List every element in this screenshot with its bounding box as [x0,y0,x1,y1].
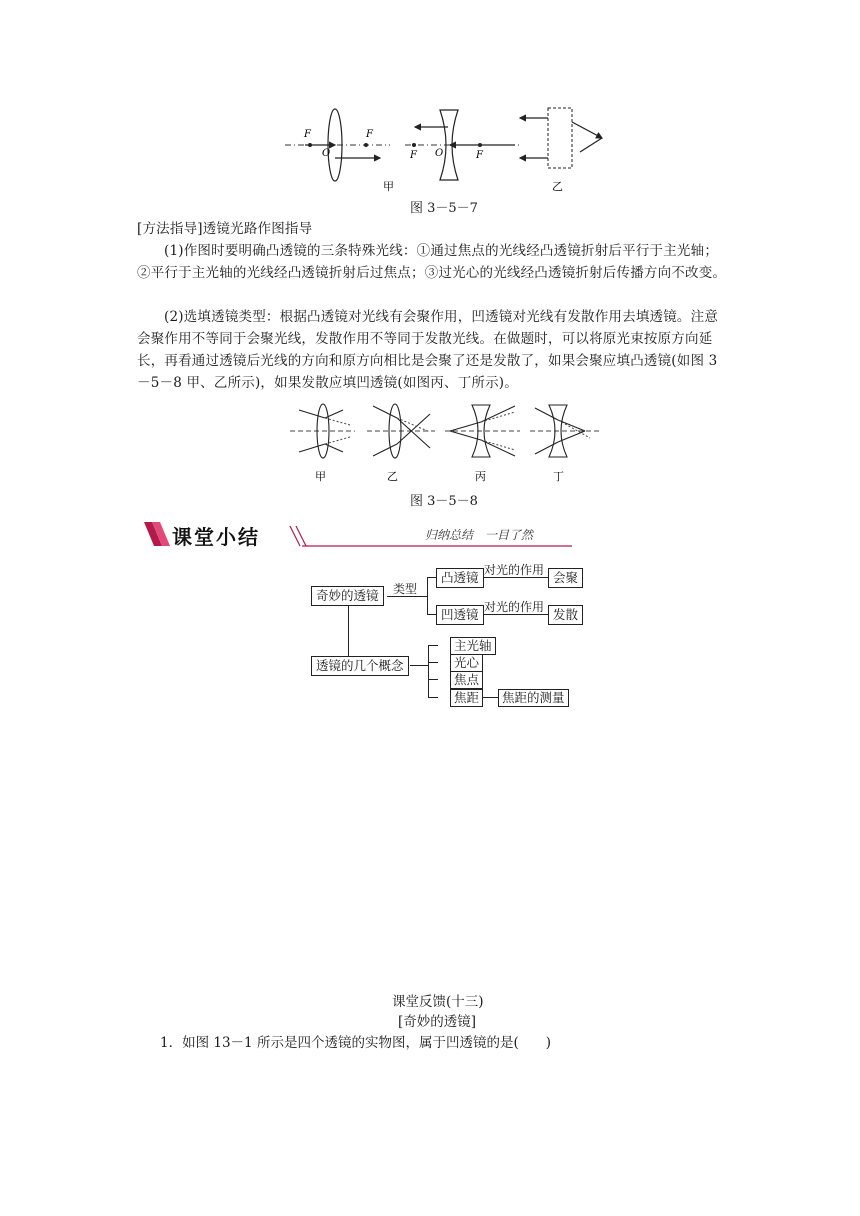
map-diverge: 发散 [548,605,583,625]
map-concept-optical-center: 光心 [450,654,483,672]
question-1: 1．如图 13－1 所示是四个透镜的实物图，属于凹透镜的是( ) [160,1035,551,1051]
focus-label-f3: F [410,150,417,161]
map-root-concepts: 透镜的几个概念 [311,656,409,676]
method-paragraph-1: (1)作图时要明确凸透镜的三条特殊光线：①通过焦点的光线经凸透镜折射后平行于主光轴；②平行于主光轴的光线经凸透镜折射后过焦点；③过光心的光线经凸透镜折射后传播方向不改变。 [137,243,727,281]
summary-slogan: 归纳总结 一目了然 [425,528,534,542]
summary-title: 课堂小结 [172,525,260,549]
feedback-title: 课堂反馈(十三) [392,994,484,1010]
center-label-o1: O [322,148,331,159]
map-concept-focus: 焦点 [450,671,483,689]
fig358-label-bing: 丙 [475,470,486,483]
figure-3-5-7-caption: 图 3－5－7 [410,201,478,216]
map-focal-measure: 焦距的测量 [498,689,569,707]
method-title: [方法指导]透镜光路作图指导 [137,221,313,237]
map-converge: 会聚 [548,568,583,588]
focus-label-f2: F [366,129,373,140]
center-label-o2: O [435,148,444,159]
map-concept-focal-length: 焦距 [450,689,483,707]
feedback-subtitle: [奇妙的透镜] [398,1014,477,1030]
fig358-label-jia: 甲 [315,470,326,483]
map-root-lens: 奇妙的透镜 [311,586,384,606]
focus-label-f4: F [476,150,483,161]
method-paragraph-2: (2)选填透镜类型：根据凸透镜对光线有会聚作用，凹透镜对光线有发散作用去填透镜。注意会聚作用不等同于会聚光线，发散作用不等同于发散光线。在做题时，可以将原光束按原方向延长，再看通过透镜后光线的方向和原方向相比是会聚了还是发散了，如果会聚应填凸透镜(如图 3－5－8 甲、乙所示)，如果发散应填凹透镜(如图丙、丁所示)。 [137,309,719,391]
fig358-label-ding: 丁 [553,470,564,483]
map-label-type: 类型 [393,582,418,596]
map-label-effect-concave: 对光的作用 [484,600,545,614]
fig357-label-yi: 乙 [552,180,563,193]
fig358-label-yi: 乙 [387,470,398,483]
figure-3-5-8-caption: 图 3－5－8 [410,494,478,509]
map-concave-lens: 凹透镜 [436,605,484,625]
figure-3-5-8 [285,398,605,486]
figure-3-5-7 [280,100,620,195]
fig357-label-jia: 甲 [383,180,394,193]
map-convex-lens: 凸透镜 [436,568,484,588]
focus-label-f1: F [304,129,311,140]
map-concept-main-axis: 主光轴 [450,637,496,655]
map-label-effect-convex: 对光的作用 [484,563,545,577]
